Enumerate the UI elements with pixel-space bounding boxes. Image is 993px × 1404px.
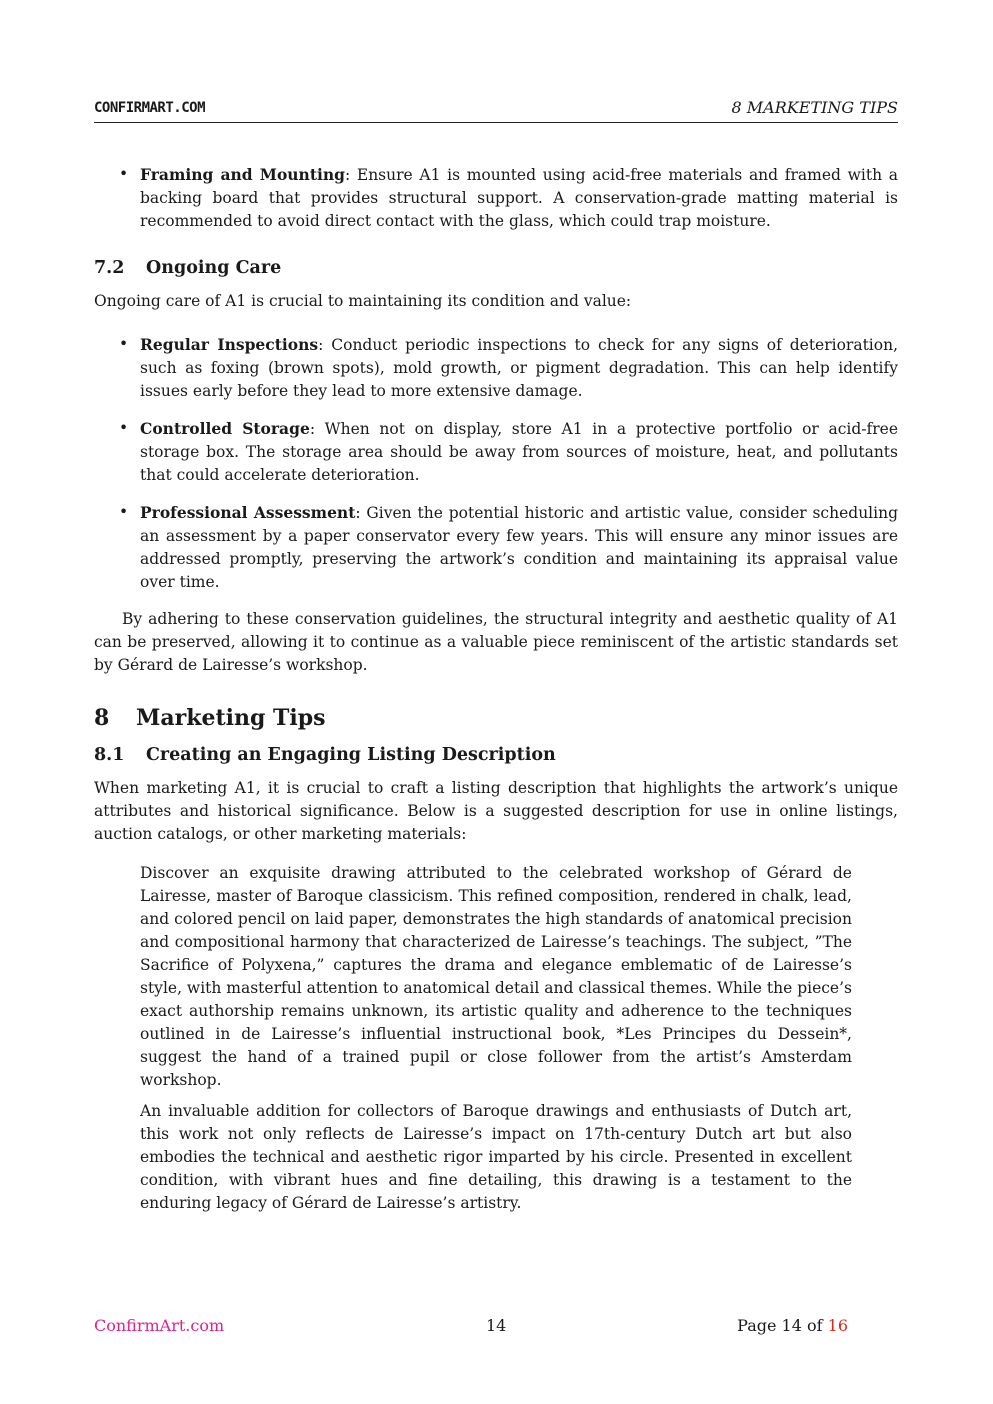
subsection-heading-7-2	[94, 257, 898, 280]
bullet-text: : Ensure A1 is mounted using acid-free materials and framed with a backing board that provides structural support. A conservation-grade matting material is recommended to avoid direct contact with the glass, which could trap moisture.	[140, 166, 898, 230]
bullet-text: : Conduct periodic inspections to check for any signs of deterioration, such as foxing (brown spots), mold growth, or pigment degradation. This can help identify issues early before they lead to more extensive damage.	[140, 336, 898, 400]
footer-site-link[interactable]: ConfirmArt.com	[94, 1316, 225, 1335]
quote-paragraph: Discover an exquisite drawing attributed to the celebrated workshop of Gérard de Lairesse, master of Baroque classicism. This refined composition, rendered in chalk, lead, and colored pencil on laid paper, demonstrates the high standards of anatomical precision and compositional harmony that characterized de Lairesse’s teachings. The subject, ”The Sacrifice of Polyxena,” captures the drama and elegance emblematic of de Lairesse’s style, with masterful attention to anatomical detail and classical themes. While the piece’s exact authorship remains unknown, its artistic quality and adherence to the techniques outlined in de Lairesse’s influential instructional book, *Les Principes du Dessein*, suggest the hand of a trained pupil or close follower from the artist’s Amsterdam workshop.	[140, 864, 852, 1089]
page-header	[94, 98, 898, 123]
footer-page-number: 14	[486, 1316, 507, 1335]
bullet-text: : When not on display, store A1 in a protective portfolio or acid-free storage box. The storage area should be away from sources of moisture, heat, and pollutants that could accelerate deterioration.	[140, 420, 898, 484]
framing-bullet-list	[94, 163, 898, 233]
bullet-term: Framing and Mounting	[140, 165, 345, 184]
conservation-closing-paragraph: By adhering to these conservation guidelines, the structural integrity and aesthetic quality of A1 can be preserved, allowing it to continue as a valuable piece reminiscent of the artistic standards set by Gérard de Lairesse’s workshop.	[94, 610, 898, 674]
list-item	[94, 417, 898, 487]
section-heading-8	[94, 707, 898, 730]
list-item	[94, 501, 898, 594]
listing-description-intro: When marketing A1, it is crucial to craft a listing description that highlights the artwork’s unique attributes and historical significance. Below is a suggested description for use in online listings, auction catalogs, or other marketing materials:	[94, 779, 898, 843]
subsection-number: 7.2	[94, 258, 125, 278]
subsection-title: Creating an Engaging Listing Description	[146, 745, 556, 765]
subsection-number: 8.1	[94, 745, 125, 765]
bullet-term: Professional Assessment	[140, 503, 356, 522]
subsection-heading-8-1	[94, 744, 898, 767]
footer-page-count	[737, 1316, 848, 1335]
ongoing-care-list	[94, 333, 898, 594]
list-item	[94, 333, 898, 403]
confirmart-logo: CONFIRMART.COM	[94, 100, 206, 116]
quote-paragraph: An invaluable addition for collectors of Baroque drawings and enthusiasts of Dutch art, this work not only reflects de Lairesse’s impact on 17th-century Dutch art but also embodies the technical and aesthetic rigor imparted by his circle. Presented in excellent condition, with vibrant hues and fine detailing, this drawing is a testament to the enduring legacy of Gérard de Lairesse’s artistry.	[140, 1102, 852, 1212]
running-section-title: 8 MARKETING TIPS	[731, 98, 898, 117]
bullet-text: : Given the potential historic and artistic value, consider scheduling an assessment by a paper conservator every few years. This will ensure any minor issues are addressed promptly, preserving the artwork’s condition and maintaining its appraisal value over time.	[140, 504, 898, 591]
bullet-term: Controlled Storage	[140, 419, 310, 438]
total-pages-link[interactable]: 16	[827, 1316, 848, 1335]
page-count-prefix: Page 14 of	[737, 1316, 828, 1335]
page-body	[94, 163, 898, 1215]
bullet-term: Regular Inspections	[140, 335, 319, 354]
ongoing-care-intro: Ongoing care of A1 is crucial to maintaining its condition and value:	[94, 292, 632, 310]
subsection-title: Ongoing Care	[146, 258, 282, 278]
section-title: Marketing Tips	[136, 705, 326, 731]
list-item	[94, 163, 898, 233]
section-number: 8	[94, 705, 110, 731]
suggested-listing-quote	[140, 862, 852, 1215]
